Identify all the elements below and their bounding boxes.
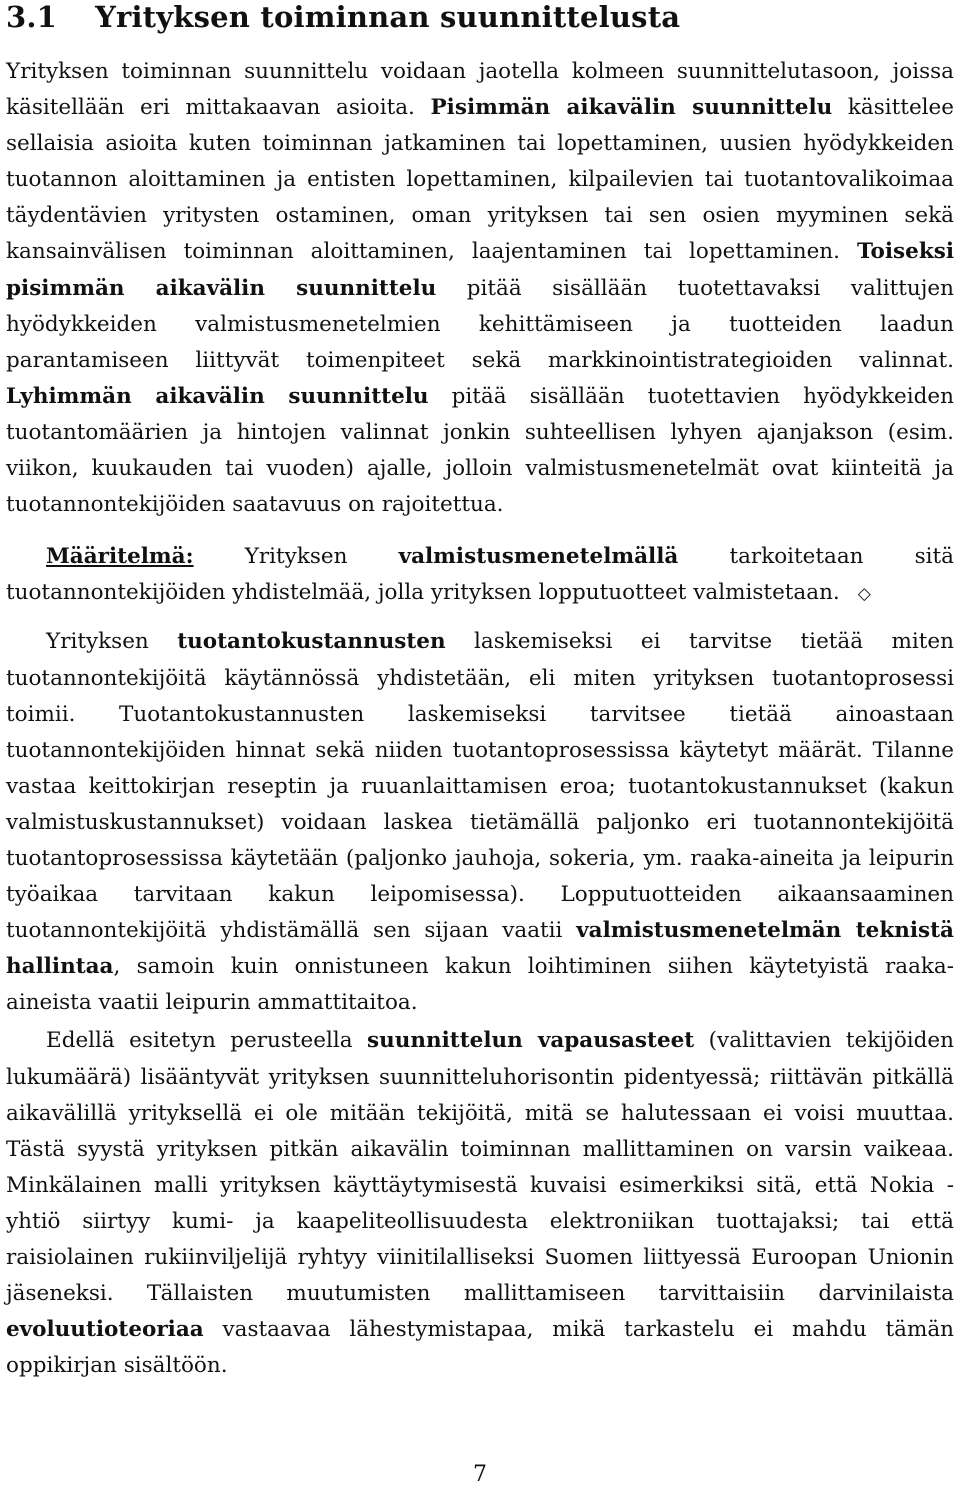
paragraph-planning-levels [6,54,954,523]
term-production-costs: tuotantokustannusten [177,629,446,655]
paragraph-text: Edellä esitetyn perusteella [46,1028,353,1054]
definition-text: Yrityksen [244,544,348,570]
definition-text: tarkoitetaan sitä tuotannontekijöiden yhdistelmää, jolla yrityksen lopputuotteet valmistetaan. [6,544,955,606]
section-heading [6,0,954,38]
paragraph-text: Yrityksen [46,629,149,655]
paragraph-degrees-of-freedom [6,1023,954,1384]
paragraph-text: pitää sisällään tuotettavaksi valittujen hyödykkeiden valmistusmenetelmien kehittämiseen ja tuotteiden laadun parantamiseen liittyvät toimenpiteet sekä markkinointistrategioiden valinnat. [6,275,954,373]
term-production-method: valmistusmenetelmällä [398,544,679,570]
paragraph-text: pitää sisällään tuotettavien hyödykkeiden tuotantomäärien ja hintojen valinnat jonkin suhteellisen lyhyen ajanjakson (esim. viikon, kuukauden tai vuoden) ajalle, jolloin valmistusmenetelmät ovat kiinteitä ja tuotannontekijöiden saatavuus on rajoitettua. [6,383,954,518]
section-title-text: Yrityksen toiminnan suunnittelusta [95,0,681,34]
definition-label: Määritelmä: [46,544,194,570]
paragraph-production-costs [6,624,954,1021]
paragraph-text: vastaavaa lähestymistapaa, mikä tarkastelu ei mahdu tämän oppikirjan sisältöön. [6,1317,954,1379]
end-of-definition-icon: ◇ [857,584,871,605]
paragraph-text: laskemiseksi ei tarvitse tietää miten tuotannontekijöitä käytännössä yhdistetään, eli miten yrityksen tuotantoprosessi toimii. Tuotantokustannusten laskemiseksi tarvitsee tietää ainoastaan tuotannontekijöiden hinnat sekä niiden tuotantoprosessissa käytetyt määrät. Tilanne vastaa keittokirjan reseptin ja ruuanlaittamisen eroa; tuotantokustannukset (kakun valmistuskustannukset) voidaan laskea tietämällä paljonko eri tuotannontekijöitä tuotantoprosessissa käytetään (paljonko jauhoja, sokeria, ym. raaka-aineita ja leipurin työaikaa tarvitaan kakun leipomisessa). Lopputuotteiden aikaansaaminen tuotannontekijöitä yhdistämällä sen sijaan vaatii [6,629,954,944]
term-shortest-planning: Lyhimmän aikavälin suunnittelu [6,383,429,409]
paragraph-text: , samoin kuin onnistuneen kakun loihtiminen siihen käytetyistä raaka-aineista vaatii leipurin ammattitaitoa. [6,954,954,1016]
term-evolution-theory: evoluutioteoriaa [6,1317,204,1343]
definition-block [6,539,954,612]
paragraph-text: Yrityksen toiminnan suunnittelu voidaan jaotella kolmeen suunnittelutasoon, joissa käsitellään eri mittakaavan asioita. [6,59,954,121]
term-longest-planning: Pisimmän aikavälin suunnittelu [430,95,833,121]
page-number: 7 [473,1462,487,1487]
section-number: 3.1 [6,0,58,34]
paragraph-text: käsittelee sellaisia asioita kuten toiminnan jatkaminen tai lopettaminen, uusien hyödykkeiden tuotannon aloittaminen ja entisten lopettaminen, kilpailevien tai tuotantovalikoimaa täydentävien yritysten ostaminen, oman yrityksen tai sen osien myyminen sekä kansainvälisen toiminnan aloittaminen, laajentaminen tai lopettaminen. [6,95,954,265]
paragraph-text: (valittavien tekijöiden lukumäärä) lisääntyvät yrityksen suunnitteluhorisontin pidentyessä; riittävän pitkällä aikavälillä yrityksellä ei ole mitään tekijöitä, mitä se halutessaan ei voisi muuttaa. Tästä syystä yrityksen pitkän aikavälin toiminnan mallittaminen on varsin vaikeaa. Minkälainen malli yrityksen käyttäytymisestä kuvaisi esimerkiksi sitä, että Nokia -yhtiö siirtyy kumi- ja kaapeliteollisuudesta elektroniikan tuottajaksi; tai että raisiolainen rukiinviljelijä ryhtyy viinitilalliseksi Suomen liittyessä Euroopan Unionin jäseneksi. Tällaisten muutumisten mallittamiseen tarvittaisiin darvinilaista [6,1028,954,1307]
term-degrees-of-freedom: suunnittelun vapausasteet [367,1028,695,1054]
term-technical-mastery: valmistusmenetelmän teknistä hallintaa [6,918,954,980]
page-content [6,0,954,1384]
term-second-longest-planning: Toiseksi pisimmän aikavälin suunnittelu [6,239,954,301]
